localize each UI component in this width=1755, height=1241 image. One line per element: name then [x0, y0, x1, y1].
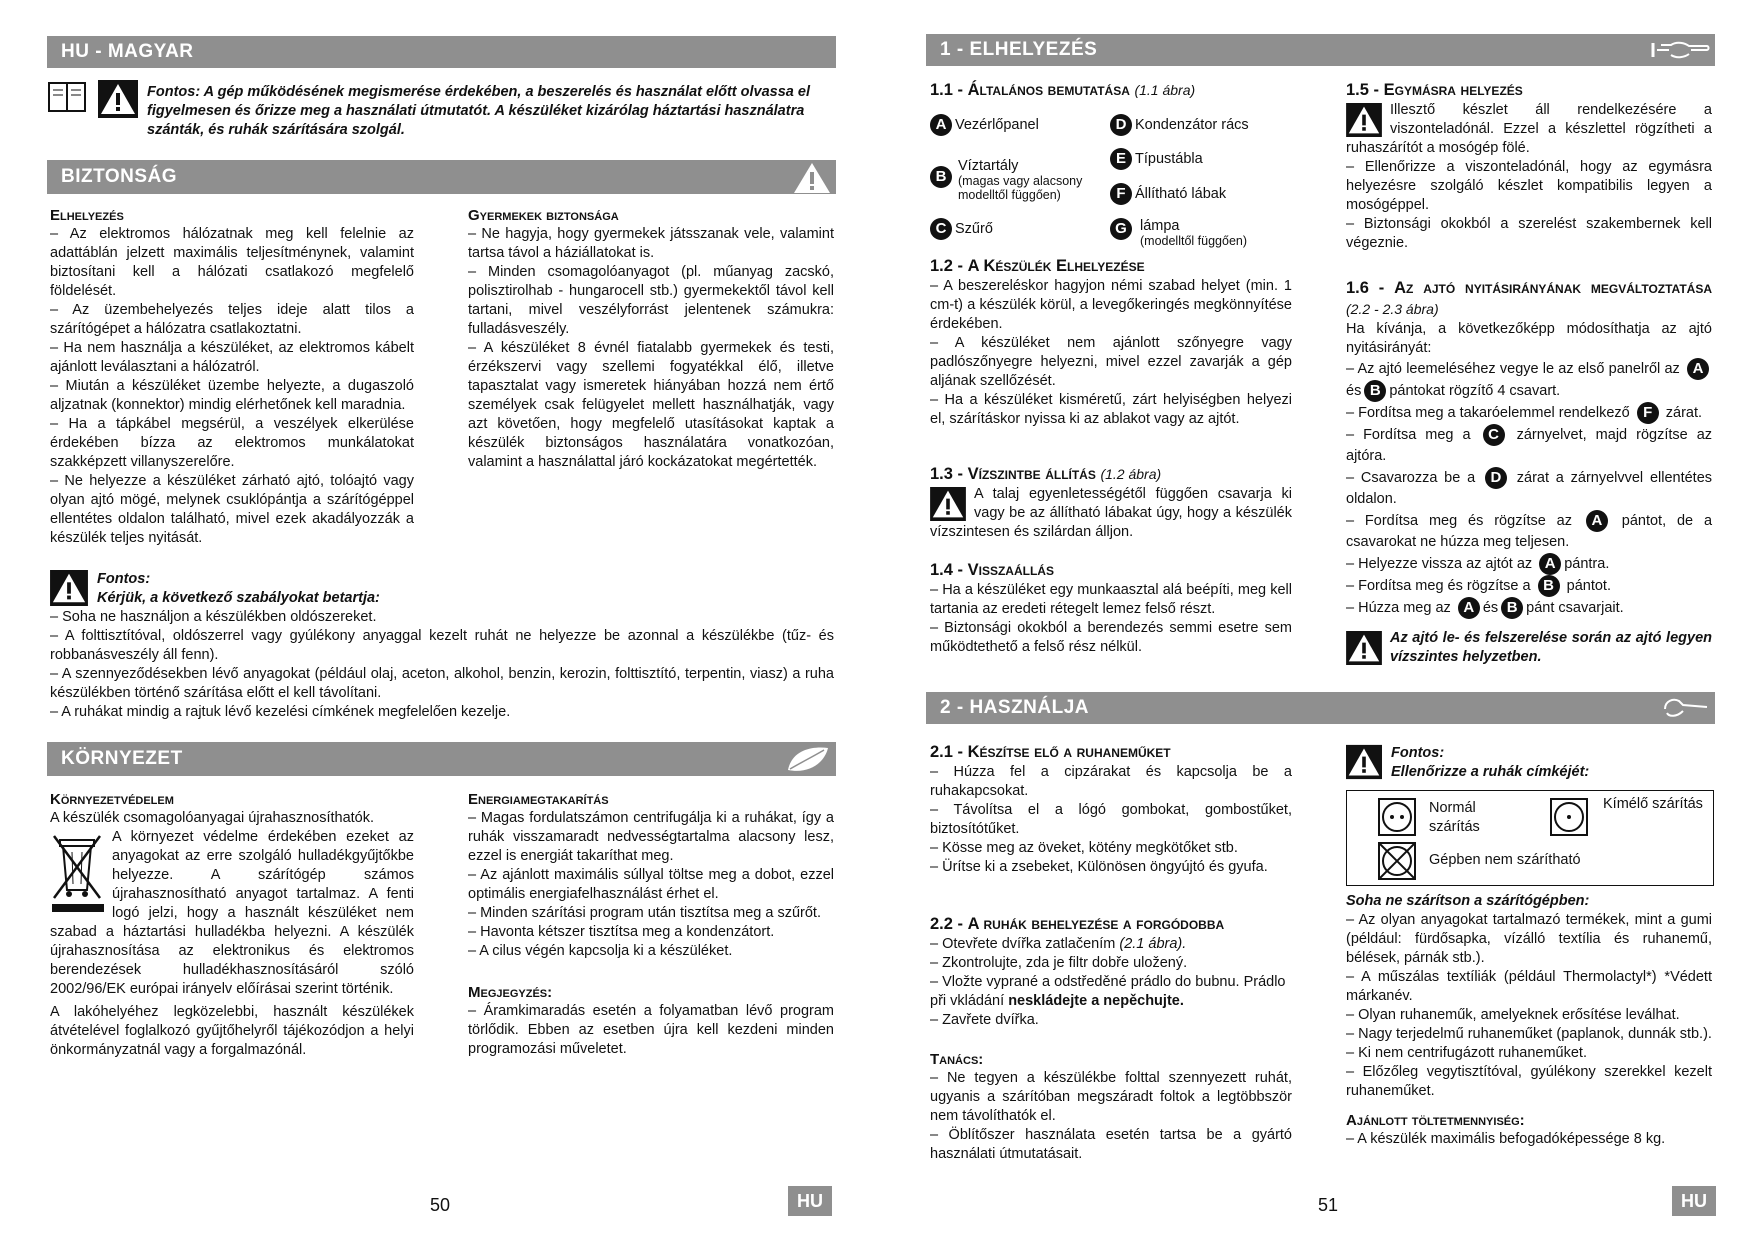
- no-tumble-dry-label: Gépben nem szárítható: [1429, 852, 1581, 868]
- part-label: Szűrő: [955, 221, 993, 238]
- section-number: 1.6 -: [1346, 279, 1395, 297]
- note-title: Megjegyzés:: [468, 984, 553, 1001]
- warning-icon: [98, 80, 138, 120]
- important-label: Fontos:: [1391, 745, 1445, 761]
- part-label: Típustábla: [1135, 151, 1203, 168]
- part-letter: F: [1110, 183, 1132, 205]
- normal-dry-icon: [1377, 797, 1417, 842]
- load-title: Ajánlott töltetmennyiség:: [1346, 1112, 1525, 1129]
- door-step: – Csavarozza be a D zárat a zárnyelvvel ellentétes oldalon.: [1346, 469, 1713, 507]
- rule-item: – Soha ne használjon a készülékben oldószereket.: [50, 609, 377, 625]
- environment-header-bar: [47, 742, 836, 776]
- part-a: [930, 114, 1110, 136]
- figure-ref: (1.1 ábra): [1134, 82, 1196, 98]
- section-text: Ha kívánja, a következőképp módosíthatja az ajtó nyitásirányát:: [1346, 321, 1712, 356]
- section-title: Visszaállás: [967, 561, 1054, 579]
- important-sub: Ellenőrizze a ruhák címkéjét:: [1391, 764, 1590, 780]
- never-dry-item: – Olyan ruhaneműk, amelyeknek erősítése leválhat.: [1346, 1007, 1680, 1023]
- section-item: – Kösse meg az öveket, kötény megkötőket stb.: [930, 840, 1238, 856]
- hand-icon: [1661, 695, 1711, 721]
- normal-dry-label: Normál szárítás: [1429, 800, 1480, 835]
- env-protection-text: A környezet védelme érdekében ezeket az anyagokat az erre szolgáló hulladékgyűjtőkbe helyezze. A szárítógép számos újrahasznosítható anyagot tartalmaz. A fenti logó jelzi, hogy a használt készüléket nem szabad a háztartási hulladékba helyezni. A készülék újrahasznosítása az elektronikus és elektromos berendezések hulladékhasznosításáról szóló 2002/96/EK európai irányelv előírásai szerint történik.: [50, 829, 414, 997]
- warning-icon: [1346, 744, 1382, 780]
- env-protection-line: A készülék csomagolóanyagai újrahasznosíthatók.: [50, 810, 375, 826]
- load-text: – A készülék maximális befogadóképessége 8 kg.: [1346, 1131, 1666, 1147]
- energy-item: – Magas fordulatszámon centrifugálja ki a ruhákat, így a ruhák visszamaradt nedvességtartalma alacsony lesz, ezzel is energiát takaríthat meg.: [468, 810, 834, 864]
- part-letter: A: [930, 114, 952, 136]
- section-item: – Húzza fel a cipzárakat és kapcsolja be a ruhakapcsokat.: [930, 764, 1292, 799]
- placement-item: – Ha nem használja a készüléket, az elektromos kábelt ajánlott leválasztani a hálózatról.: [50, 340, 414, 375]
- door-step: – Helyezze vissza az ajtót az A pántra.: [1346, 553, 1712, 575]
- door-step: – Húzza meg az A és B pánt csavarjait.: [1346, 597, 1712, 619]
- env-protection-text2: A lakóhelyéhez legközelebbi, használt készülékek átvételével foglalkozó gyűjtőhelyről tájékozódjon a helyi önkormányzatnál vagy a forgalmazónál.: [50, 1004, 414, 1058]
- header-bar: [47, 36, 836, 68]
- rule-item: – A folttisztítóval, oldószerrel vagy gyúlékony anyaggal kezelt ruhát ne helyezze be azonnal a készülékbe (tűz- és robbanásveszély áll fenn).: [50, 628, 834, 663]
- section1-header: 1 - ELHELYEZÉS: [940, 39, 1098, 60]
- energy-item: – Havonta kétszer tisztítsa meg a kondenzátort.: [468, 924, 775, 940]
- note-text: – Áramkimaradás esetén a folyamatban lévő program törlődik. Ebben az esetben újra kell kezdeni minden programozási műveletet.: [468, 1003, 834, 1057]
- section-1-1: [930, 80, 1300, 101]
- door-step: – Fordítsa meg a C zárnyelvet, majd rögzítse az ajtóra.: [1346, 426, 1713, 464]
- never-dry-title: Soha ne szárítson a szárítógépben:: [1346, 893, 1590, 909]
- placement-item: – Az elektromos hálózatnak meg kell felelnie az adattáblán jelzett maximális teljesítménynek, valamint biztosítani kell a hálózati csatlakozó megfelelő földelését.: [50, 226, 414, 299]
- section-1-6: [1346, 278, 1712, 667]
- placement-item: – Az üzembehelyezés teljes ideje alatt tilos a szárítógépet a hálózatra csatlakoztatni.: [50, 302, 414, 337]
- part-letter: A: [1586, 510, 1608, 532]
- never-dry-item: – Ki nem centrifugázott ruhaneműket.: [1346, 1045, 1587, 1061]
- tips-item: – Ne tegyen a készülékbe folttal szennyezett ruhát, ugyanis a szárítóban megszáradt foltok a legtöbbször nem távolíthatók el.: [930, 1070, 1292, 1124]
- never-dry-item: – Az olyan anyagokat tartalmazó termékek, mint a gumi (például: fürdősapka, vízálló textília és ruhanemű, bélések, párnák stb.).: [1346, 912, 1712, 966]
- door-warning: Az ajtó le- és felszerelése során az ajtó legyen vízszintes helyzetben.: [1390, 630, 1712, 665]
- rule-item: – A szennyeződésekben lévő anyagokat (például olaj, aceton, alkohol, benzin, kerozin, folttisztító, terpentin, viasz) a ruha készülékben történő szárítása előtt el kell távolítani.: [50, 666, 834, 701]
- placement-item: – Ha a tápkábel megsérül, a veszélyek elkerülése érdekében bízza az elektromos munkálatokat szakképzett villanyszerelőre.: [50, 416, 414, 470]
- important-note-right: [1391, 744, 1711, 782]
- language-badge: HU: [788, 1186, 832, 1216]
- intro-text: Fontos: A gép működésének megismerése érdekében, a beszerelés és használat előtt olvassa el figyelmesen és őrizze meg a használati útmutatót. A készüléket kizárólag háztartási használatra szánták, és ruhák szárítására szolgál.: [147, 84, 810, 138]
- section-item: – Otevřete dvířka zatlačením (2.1 ábra).: [930, 936, 1187, 952]
- gentle-dry-icon: [1549, 797, 1589, 842]
- part-letter: A: [1687, 358, 1709, 380]
- part-g: [1110, 218, 1310, 248]
- part-letter: D: [1110, 114, 1132, 136]
- part-letter: C: [930, 218, 952, 240]
- section-item: – Zkontrolujte, zda je filtr dobře uložený.: [930, 955, 1188, 971]
- section-item: – Biztonsági okokból a berendezés semmi esetre sem működtethető a felső rész nélkül.: [930, 620, 1292, 655]
- section-2-2: [930, 914, 1292, 1030]
- section-item: – Vložte vyprané a odstředěné prádlo do bubnu. Prádlo při vkládání neskládejte a nepěchujte.: [930, 974, 1286, 1009]
- section1-header-bar: [926, 34, 1715, 66]
- door-step: – Fordítsa meg a takaróelemmel rendelkező F zárat.: [1346, 402, 1712, 424]
- child-safety-section: [468, 206, 834, 472]
- part-letter: G: [1110, 218, 1132, 240]
- section-1-4: [930, 560, 1292, 657]
- page-number: 51: [1318, 1195, 1339, 1215]
- important-label: Fontos:: [97, 571, 151, 587]
- section-number: 1.3 -: [930, 465, 968, 483]
- never-dry-item: – Nagy terjedelmű ruhaneműket (paplanok, dunnák stb.).: [1346, 1026, 1712, 1042]
- warning-icon: [1346, 103, 1382, 137]
- environment-header: KÖRNYEZET: [61, 748, 183, 769]
- section-1-3: [930, 464, 1292, 542]
- section-number: 1.4 -: [930, 561, 968, 579]
- part-letter: A: [1539, 553, 1561, 575]
- no-tumble-dry-icon: [1377, 841, 1417, 886]
- energy-saving-title: Energiamegtakarítás: [468, 791, 609, 808]
- section-title: A Készülék Elhelyezése: [967, 257, 1145, 275]
- part-c: [930, 218, 1110, 240]
- warning-triangle-icon: [792, 161, 832, 195]
- safety-header-bar: [47, 160, 836, 194]
- language-badge: HU: [1672, 1186, 1716, 1216]
- part-letter: F: [1637, 402, 1659, 424]
- section-item: – A készüléket nem ajánlott szőnyegre vagy padlószőnyegre helyezni, mivel ezzel zavarják a gép aljának szellőzését.: [930, 335, 1292, 389]
- section-1-2: [930, 256, 1292, 429]
- section-title: Készítse elő a ruhaneműket: [967, 743, 1171, 761]
- care-labels-box: [1346, 790, 1714, 886]
- part-sub: (modelltől függően): [1140, 234, 1248, 248]
- env-protection-section: [50, 790, 414, 1060]
- page-number: 50: [430, 1195, 451, 1215]
- child-safety-item: – Minden csomagolóanyagot (pl. műanyag zacskó, polisztirolhab - hungarocell stb.) gyermekektől távol kell tartani, mivel veszélyforrást jelentenek számukra: fulladásveszély.: [468, 264, 834, 337]
- section-title: A ruhák behelyezése a forgódobba: [967, 915, 1225, 933]
- part-letter: E: [1110, 148, 1132, 170]
- part-letter: B: [1501, 597, 1523, 619]
- child-safety-title: Gyermekek biztonsága: [468, 207, 619, 224]
- part-f: [1110, 183, 1310, 205]
- env-protection-body: [50, 828, 414, 999]
- hand-pointer-icon: [1651, 37, 1711, 63]
- section-item: – Ha a készüléket egy munkaasztal alá beépíti, meg kell tartania az eredeti rétegelt lemez felső részt.: [930, 582, 1292, 617]
- section-number: 2.1 -: [930, 743, 968, 761]
- part-e: [1110, 148, 1310, 170]
- section-item: – Ha a készüléket kisméretű, zárt helyiségben helyezi el, szárításkor nyissa ki az ablakot vagy az ajtót.: [930, 392, 1292, 427]
- placement-item: – Ne helyezze a készüléket zárható ajtó, tolóajtó vagy olyan ajtó mögé, melynek csuklópántja a szárítógéppel ellentétes oldalon található, mivel ezek akadályozzák a készülék teljes nyitását.: [50, 473, 414, 546]
- section-2-1: [930, 742, 1292, 877]
- placement-item: – Miután a készüléket üzembe helyezte, a dugaszoló aljzatnak (konnektor) mindig elérhetőnek kell maradnia.: [50, 378, 414, 413]
- section-number: 1.1 -: [930, 81, 968, 99]
- section-item: – Zavřete dvířka.: [930, 1012, 1039, 1028]
- part-letter: B: [1364, 380, 1386, 402]
- page-header-title: HU - MAGYAR: [61, 41, 194, 62]
- figure-ref: (1.2 ábra): [1100, 466, 1162, 482]
- section-1-5: [1346, 80, 1712, 253]
- part-letter: A: [1458, 597, 1480, 619]
- env-protection-title: Környezetvédelem: [50, 791, 174, 808]
- warning-icon: [50, 570, 88, 606]
- placement-title: Elhelyezés: [50, 207, 124, 224]
- section2-header-bar: [926, 692, 1715, 724]
- part-sub: (magas vagy alacsony modelltől függően): [958, 174, 1083, 202]
- door-step: – Az ajtó leemeléséhez vegye le az első panelről az Aés B pántokat rögzítő 4 csavart.: [1346, 358, 1712, 402]
- figure-ref: (2.2 - 2.3 ábra): [1346, 301, 1439, 317]
- tips-section: [930, 1050, 1292, 1164]
- part-label: Víztartály: [958, 158, 1019, 174]
- important-sub: Kérjük, a következő szabályokat betartja:: [97, 590, 380, 606]
- section-item: – A beszereléskor hagyjon némi szabad helyet (min. 1 cm-t) a készülék körül, a levegőkeringés megkönnyítése érdekében.: [930, 278, 1292, 332]
- leaf-icon: [784, 744, 830, 774]
- warning-icon: [930, 487, 966, 521]
- section-title: Vízszintbe állítás: [967, 465, 1096, 483]
- tips-item: – Öblítőszer használata esetén tartsa be a gyártó használati útmutatásait.: [930, 1127, 1292, 1162]
- child-safety-item: – Ne hagyja, hogy gyermekek játsszanak vele, valamint tartsa távol a háziállatokat is.: [468, 226, 834, 261]
- section-text: A talaj egyenletességétől függően csavarja ki vagy be az állítható lábakat úgy, hogy a készülék vízszintesen és szilárdan álljon.: [930, 486, 1292, 540]
- section-number: 2.2 -: [930, 915, 968, 933]
- part-label: Állítható lábak: [1135, 186, 1227, 203]
- gentle-dry-label: Kímélő szárítás: [1603, 796, 1703, 812]
- section-text: Illesztő készlet áll rendelkezésére a viszonteladónál. Ezzel a készlettel rögzítheti a ruhaszárítót a mosógép fölé.: [1346, 102, 1712, 156]
- placement-section: [50, 206, 414, 548]
- child-safety-item: – A készüléket 8 évnél fiatalabb gyermekek és testi, érzékszervi vagy szellemi fogyatékkal élő, illetve tapasztalat vagy ismeretek hiányában hozzá nem értő személyek csak felügyelet mellett használhatják, vagy azt követően, hogy megfelelő utasításokat kaptak a készülék biztonságos használatára vonatkozóan, valamint a használattal járó kockázatokat megértették.: [468, 340, 834, 470]
- section-title: Az ajtó nyitásirányának megváltoztatása: [1394, 279, 1713, 297]
- energy-item: – A cilus végén kapcsolja ki a készüléket.: [468, 943, 733, 959]
- never-dry-section: [1346, 892, 1712, 1149]
- section-title: Egymásra helyezés: [1383, 81, 1523, 99]
- energy-item: – Minden szárítási program után tisztítsa meg a szűrőt.: [468, 905, 821, 921]
- section2-header: 2 - HASZNÁLJA: [940, 697, 1090, 718]
- rule-item: – A ruhákat mindig a rajtuk lévő kezelési címkének megfelelően kezelje.: [50, 704, 511, 720]
- part-label: Vezérlőpanel: [955, 117, 1039, 134]
- part-letter: B: [1538, 575, 1560, 597]
- important-note: [97, 570, 497, 608]
- never-dry-item: – A műszálas textíliák (például Thermolactyl*) *Védett márkanév.: [1346, 969, 1712, 1004]
- energy-saving-section: [468, 790, 834, 1059]
- energy-item: – Az ajánlott maximális súllyal töltse meg a dobot, ezzel optimális energiafelhasználást érhet el.: [468, 867, 834, 902]
- part-b: [930, 158, 1110, 202]
- section-item: – Biztonsági okokból a szerelést szakembernek kell végeznie.: [1346, 216, 1712, 251]
- warning-icon: [1346, 631, 1382, 665]
- section-item: – Ellenőrizze a viszonteladónál, hogy az egymásra helyezésre szolgáló készlet kompatibilis legyen a mosógéppel.: [1346, 159, 1712, 213]
- door-step: – Fordítsa meg és rögzítse a B pántot.: [1346, 575, 1712, 597]
- tips-title: Tanács:: [930, 1051, 984, 1068]
- part-label: lámpa: [1140, 218, 1180, 234]
- section-title: Általános bemutatása: [967, 81, 1130, 99]
- never-dry-item: – Előzőleg vegytisztítóval, gyúlékony szerekkel kezelt ruhaneműket.: [1346, 1064, 1712, 1099]
- part-letter: B: [930, 166, 952, 188]
- part-letter: D: [1485, 467, 1507, 489]
- door-step: – Fordítsa meg és rögzítse az A pántot, de a csavarokat ne húzza meg teljesen.: [1346, 512, 1713, 550]
- section-item: – Távolítsa el a lógó gombokat, gombostűket, biztosítótűket.: [930, 802, 1292, 837]
- part-label: Kondenzátor rács: [1135, 117, 1249, 134]
- part-d: [1110, 114, 1310, 136]
- rules-list: [50, 608, 834, 722]
- section-item: – Ürítse ki a zsebeket, Különösen öngyújtó és gyufa.: [930, 859, 1268, 875]
- section-number: 1.2 -: [930, 257, 968, 275]
- section-number: 1.5 -: [1346, 81, 1384, 99]
- safety-header: BIZTONSÁG: [61, 166, 178, 187]
- weee-bin-icon: [50, 830, 108, 916]
- manual-book-icon: [47, 80, 87, 116]
- part-letter: C: [1483, 424, 1505, 446]
